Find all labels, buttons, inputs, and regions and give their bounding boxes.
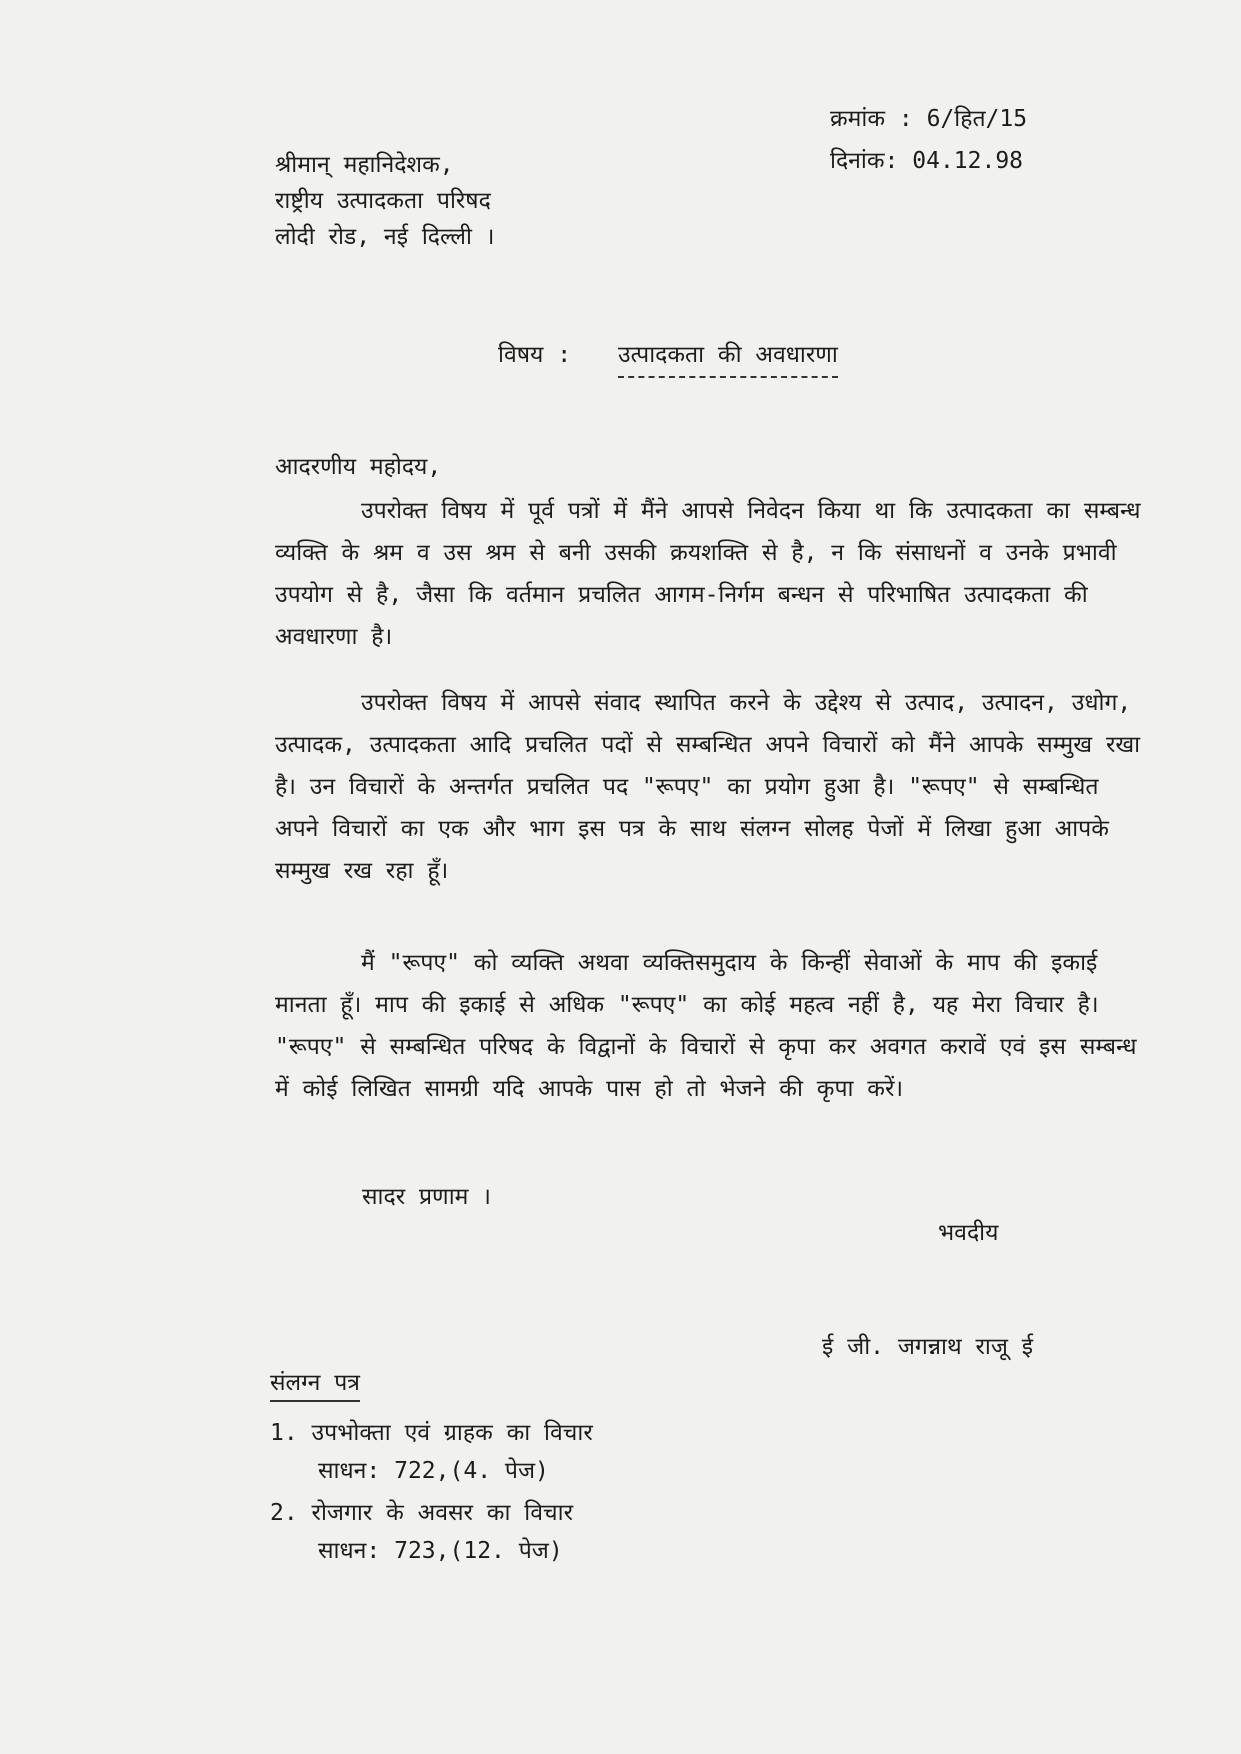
enclosure-item-2-title: 2. रोजगार के अवसर का विचार <box>270 1500 573 1526</box>
body-paragraph-1 <box>275 490 1155 658</box>
signature-name: ई जी. जगन्नाथ राजू ई <box>822 1334 1034 1360</box>
salutation: आदरणीय महोदय, <box>275 454 442 480</box>
subject-label: विषय : <box>498 342 572 368</box>
address-line-3: लोदी रोड, नई दिल्ली । <box>275 224 495 250</box>
enclosure-item-2-detail: साधन: 723,(12. पेज) <box>318 1538 563 1564</box>
letter-date: दिनांक: 04.12.98 <box>830 148 1024 174</box>
subject-text: उत्पादकता की अवधारणा <box>618 340 838 378</box>
paragraph-1-text: उपरोक्त विषय में पूर्व पत्रों में मैंने आपसे निवेदन किया था कि उत्पादकता का सम्बन्ध व्यक्ति के श्रम व उस श्रम से बनी उसकी क्रयशक्ति से है, न कि संसाधनों व उनके प्रभावी उपयोग से है, जैसा कि वर्तमान प्रचलित आगम-निर्गम बन्धन से परिभाषित उत्पादकता की अवधारणा है। <box>275 498 1141 650</box>
sign-off: भवदीय <box>938 1220 999 1246</box>
enclosure-item-1-detail: साधन: 722,(4. पेज) <box>318 1458 549 1484</box>
reference-number: क्रमांक : 6/हित/15 <box>830 106 1028 132</box>
paragraph-3-text: मैं "रूपए" को व्यक्ति अथवा व्यक्तिसमुदाय के किन्हीं सेवाओं के माप की इकाई मानता हूँ। माप की इकाई से अधिक "रूपए" का कोई महत्व नहीं है, यह मेरा विचार है। "रूपए" से सम्बन्धित परिषद के विद्वानों के विचारों से कृपा कर अवगत करावें एवं इस सम्बन्ध में कोई लिखित सामग्री यदि आपके पास हो तो भेजने की कृपा करें। <box>275 950 1137 1102</box>
paragraph-2-text: उपरोक्त विषय में आपसे संवाद स्थापित करने के उद्देश्य से उत्पाद, उत्पादन, उधोग, उत्पादक, उत्पादकता आदि प्रचलित पदों से सम्बन्धित अपने विचारों को मैंने आपके सम्मुख रखा है। उन विचारों के अन्तर्गत प्रचलित पद "रूपए" का प्रयोग हुआ है। "रूपए" से सम्बन्धित अपने विचारों का एक और भाग इस पत्र के साथ संलग्न सोलह पेजों में लिखा हुआ आपके सम्मुख रख रहा हूँ। <box>275 690 1141 884</box>
closing-greeting: सादर प्रणाम । <box>362 1184 491 1210</box>
address-line-2: राष्ट्रीय उत्पादकता परिषद <box>275 188 491 214</box>
body-paragraph-3 <box>275 942 1155 1110</box>
enclosure-item-1-title: 1. उपभोक्ता एवं ग्राहक का विचार <box>270 1420 593 1446</box>
body-paragraph-2 <box>275 682 1155 892</box>
address-line-1: श्रीमान् महानिदेशक, <box>275 152 454 178</box>
enclosures-heading: संलग्न पत्र <box>270 1368 360 1402</box>
